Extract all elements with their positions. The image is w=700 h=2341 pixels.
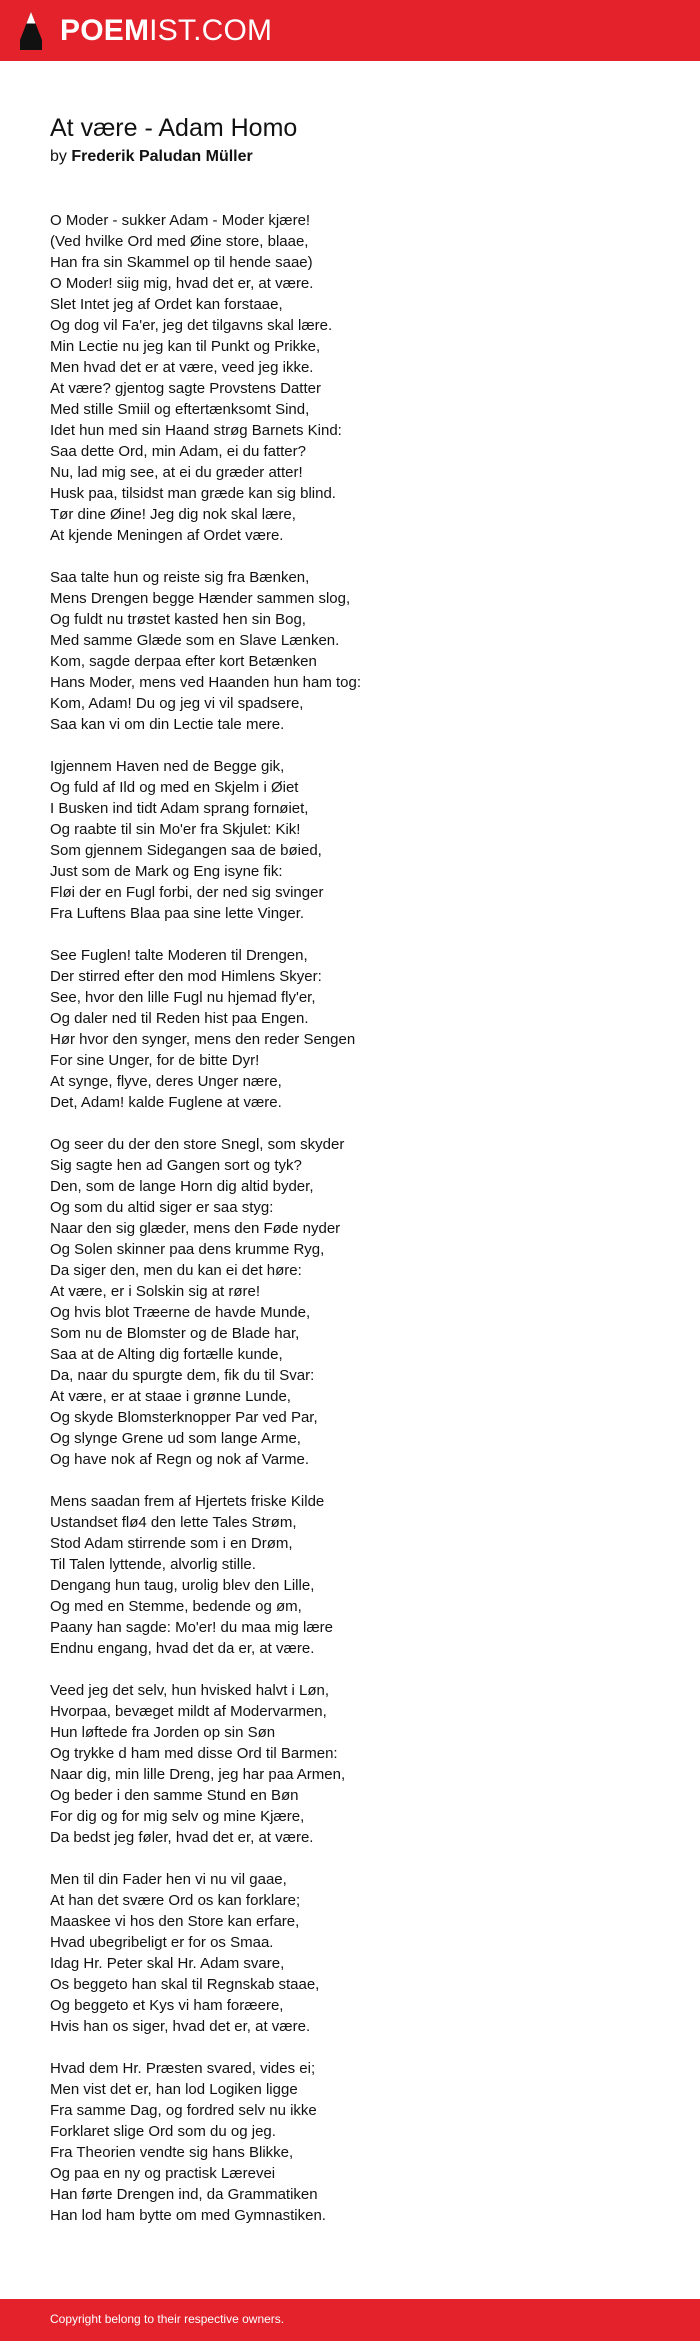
poem-line: Med stille Smiil og eftertænksomt Sind, [50,401,310,418]
poem-line: Igjennem Haven ned de Begge gik, [50,758,285,775]
poem-line: Kom, Adam! Du og jeg vi vil spadsere, [50,695,304,712]
poem-line: Endnu engang, hvad det da er, at være. [50,1640,315,1657]
poem-line: Det, Adam! kalde Fuglene at være. [50,1094,282,1111]
poem-line: Naar dig, min lille Dreng, jeg har paa Armen, [50,1766,346,1783]
poem-line: Min Lectie nu jeg kan til Punkt og Prikke, [50,338,321,355]
poem-line: Der stirred efter den mod Himlens Skyer: [50,968,322,985]
poem-line: At være, er i Solskin sig at røre! [50,1283,261,1300]
poem-line: Og fuldt nu trøstet kasted hen sin Bog, [50,611,306,628]
poem-line: Fra Luftens Blaa paa sine lette Vinger. [50,905,305,922]
poem-line: Hvad dem Hr. Præsten svared, vides ei; [50,2060,316,2077]
poem-line: Saa kan vi om din Lectie tale mere. [50,716,285,733]
poem-line: For sine Unger, for de bitte Dyr! [50,1052,260,1069]
by-label: by [50,148,67,165]
poem-line: See, hvor den lille Fugl nu hjemad fly'er, [50,989,316,1006]
poem-line: Og trykke d ham med disse Ord til Barmen: [50,1745,338,1762]
poem-line: Da bedst jeg føler, hvad det er, at være. [50,1829,314,1846]
poem-line: Og dog vil Fa'er, jeg det tilgavns skal lære. [50,317,333,334]
poem-line: Saa dette Ord, min Adam, ei du fatter? [50,443,306,460]
poem-line: Mens saadan frem af Hjertets friske Kilde [50,1493,325,1510]
copyright-text: Copyright belong to their respective owners. [50,2312,285,2326]
poem-line: Sig sagte hen ad Gangen sort og tyk? [50,1157,302,1174]
poem-line: Da siger den, men du kan ei det høre: [50,1262,302,1279]
poem-line: Os beggeto han skal til Regnskab staae, [50,1976,320,1993]
poem-stanza [50,1869,650,2037]
poem-stanza [50,210,650,546]
poem-line: Og hvis blot Træerne de havde Munde, [50,1304,311,1321]
poem-line: Og Solen skinner paa dens krumme Ryg, [50,1241,325,1258]
poem-line: Og med en Stemme, bedende og øm, [50,1598,302,1615]
poem-line: Mens Drengen begge Hænder sammen slog, [50,590,351,607]
poem-line: Tør dine Øine! Jeg dig nok skal lære, [50,506,296,523]
poem-stanza [50,945,650,1113]
poem-line: Som nu de Blomster og de Blade har, [50,1325,300,1342]
poem-line: Maaskee vi hos den Store kan erfare, [50,1913,300,1930]
poem-line: Med samme Glæde som en Slave Lænken. [50,632,340,649]
poem-line: Saa at de Alting dig fortælle kunde, [50,1346,283,1363]
poem-line: Naar den sig glæder, mens den Føde nyder [50,1220,341,1237]
poem-line: (Ved hvilke Ord med Øine store, blaae, [50,233,309,250]
poem-line: Kom, sagde derpaa efter kort Betænken [50,653,317,670]
poem-line: Og skyde Blomsterknopper Par ved Par, [50,1409,318,1426]
poem-line: Ustandset flø4 den lette Tales Strøm, [50,1514,297,1531]
poem-line: Saa talte hun og reiste sig fra Bænken, [50,569,310,586]
poem-line: Idag Hr. Peter skal Hr. Adam svare, [50,1955,285,1972]
author-link[interactable]: Frederik Paludan Müller [71,148,253,165]
poem-title: At være - Adam Homo [50,114,298,142]
poem-body [50,210,650,2226]
poem-line: Paany han sagde: Mo'er! du maa mig lære [50,1619,334,1636]
poem-line: Og seer du der den store Snegl, som skyder [50,1136,345,1153]
poem-line: At være, er at staae i grønne Lunde, [50,1388,291,1405]
poem-line: Og som du altid siger er saa styg: [50,1199,274,1216]
poem-line: Nu, lad mig see, at ei du græder atter! [50,464,303,481]
poem-line: Hvis han os siger, hvad det er, at være. [50,2018,311,2035]
poem-line: For dig og for mig selv og mine Kjære, [50,1808,305,1825]
poem-line: Fra Theorien vendte sig hans Blikke, [50,2144,294,2161]
poem-stanza [50,567,650,735]
poem-line: At han det svære Ord os kan forklare; [50,1892,301,1909]
poem-line: Veed jeg det selv, hun hvisked halvt i Løn, [50,1682,330,1699]
poem-line: Og slynge Grene ud som lange Arme, [50,1430,301,1447]
site-logo[interactable] [18,10,272,52]
poem-line: Hør hvor den synger, mens den reder Sengen [50,1031,356,1048]
poem-line: Fra samme Dag, og fordred selv nu ikke [50,2102,317,2119]
poem-line: Og fuld af Ild og med en Skjelm i Øiet [50,779,299,796]
poem-line: I Busken ind tidt Adam sprang fornøiet, [50,800,309,817]
poem-line: Og paa en ny og practisk Lærevei [50,2165,276,2182]
poem-line: O Moder! siig mig, hvad det er, at være. [50,275,314,292]
poem-line: Da, naar du spurgte dem, fik du til Svar: [50,1367,315,1384]
poem-line: At kjende Meningen af Ordet være. [50,527,284,544]
poem-line: See Fuglen! talte Moderen til Drengen, [50,947,308,964]
poem-line: At synge, flyve, deres Unger nære, [50,1073,282,1090]
poem-line: At være? gjentog sagte Provstens Datter [50,380,321,397]
poem-stanza [50,756,650,924]
poem-line: Og beder i den samme Stund en Bøn [50,1787,299,1804]
poem-stanza [50,1491,650,1659]
poem-line: Som gjennem Sidegangen saa de bøied, [50,842,322,859]
poem-stanza [50,2058,650,2226]
poem-line: Han fra sin Skammel op til hende saae) [50,254,313,271]
poem-byline [50,146,650,168]
poem-line: Just som de Mark og Eng isyne fik: [50,863,283,880]
poem-line: Men hvad det er at være, veed jeg ikke. [50,359,314,376]
pencil-tip-icon [18,10,44,52]
poem-stanza [50,1680,650,1848]
poem-line: O Moder - sukker Adam - Moder kjære! [50,212,311,229]
site-logo-text: POEMIST.COM [60,14,273,47]
poem-content [50,112,650,2247]
poem-line: Hun løftede fra Jorden op sin Søn [50,1724,276,1741]
poem-line: Idet hun med sin Haand strøg Barnets Kind: [50,422,342,439]
poem-line: Slet Intet jeg af Ordet kan forstaae, [50,296,283,313]
poem-line: Den, som de lange Horn dig altid byder, [50,1178,314,1195]
poem-line: Og have nok af Regn og nok af Varme. [50,1451,310,1468]
site-footer [0,2299,700,2341]
poem-line: Og daler ned til Reden hist paa Engen. [50,1010,309,1027]
poem-line: Han førte Drengen ind, da Grammatiken [50,2186,318,2203]
poem-line: Men vist det er, han lod Logiken ligge [50,2081,298,2098]
poem-line: Forklaret slige Ord som du og jeg. [50,2123,276,2140]
poem-line: Til Talen lyttende, alvorlig stille. [50,1556,256,1573]
poem-line: Men til din Fader hen vi nu vil gaae, [50,1871,287,1888]
poem-line: Stod Adam stirrende som i en Drøm, [50,1535,293,1552]
poem-line: Og raabte til sin Mo'er fra Skjulet: Kik! [50,821,301,838]
poem-line: Hvad ubegribeligt er for os Smaa. [50,1934,274,1951]
poem-line: Fløi der en Fugl forbi, der ned sig svinger [50,884,324,901]
poem-line: Hvorpaa, bevæget mildt af Modervarmen, [50,1703,327,1720]
poem-line: Hans Moder, mens ved Haanden hun ham tog: [50,674,362,691]
poem-stanza [50,1134,650,1470]
poem-line: Dengang hun taug, urolig blev den Lille, [50,1577,315,1594]
poem-line: Husk paa, tilsidst man græde kan sig blind. [50,485,336,502]
site-header [0,0,700,61]
poem-line: Han lod ham bytte om med Gymnastiken. [50,2207,326,2224]
poem-line: Og beggeto et Kys vi ham foræere, [50,1997,284,2014]
